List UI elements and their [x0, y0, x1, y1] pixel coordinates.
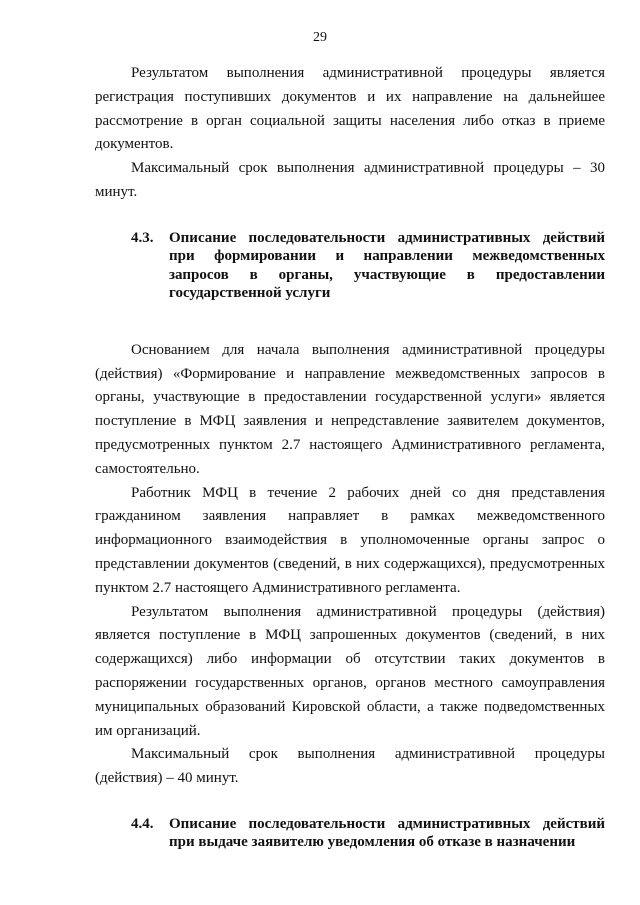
paragraph-basis-start: Основанием для начала выполнения административной процедуры (действия) «Формирование и направление межведомственных запросов в органы, участвующие в предоставлении государственной услуги» является поступление в МФЦ заявления и непредставление заявителем документов, предусмотренных пунктом 2.7 настоящего Административного регламента, самостоятельно.: [95, 341, 605, 477]
section-number: 4.4.: [131, 815, 154, 832]
page-number: 29: [313, 30, 327, 45]
section-heading-4-4: [95, 815, 605, 851]
section-title: Описание последовательности административных действий при формировании и направлении межведомственных запросов в органы, участвующие в предоставлении государственной услуги: [169, 229, 605, 302]
section-heading-4-3: [95, 229, 605, 303]
paragraph-max-time-40: Максимальный срок выполнения административной процедуры (действия) – 40 минут.: [95, 746, 605, 787]
paragraph-mfc-worker: Работник МФЦ в течение 2 рабочих дней со дня представления гражданином заявления направляет в рамках межведомственного информационного взаимодействия в уполномоченные органы запрос о представлении документов (сведений, в них содержащихся), предусмотренных пунктом 2.7 настоящего Административного регламента.: [95, 484, 605, 596]
paragraph-result-registration: Результатом выполнения административной процедуры является регистрация поступивших документов и их направление на дальнейшее рассмотрение в орган социальной защиты населения либо отказ в приеме документов.: [95, 65, 605, 153]
paragraph-result-receipt: Результатом выполнения административной процедуры (действия) является поступление в МФЦ запрошенных документов (сведений, в них содержащихся) либо информации об отсутствии таких документов в распоряжении государственных органов, органов местного самоуправления муниципальных образований Кировской области, а также подведомственных им организаций.: [95, 603, 605, 739]
section-number: 4.3.: [131, 229, 154, 246]
paragraph-max-time-30: Максимальный срок выполнения административной процедуры – 30 минут.: [95, 160, 605, 200]
section-title: Описание последовательности административных действий при выдаче заявителю уведомления об отказе в назначении: [169, 815, 605, 851]
page-content: [95, 62, 605, 851]
